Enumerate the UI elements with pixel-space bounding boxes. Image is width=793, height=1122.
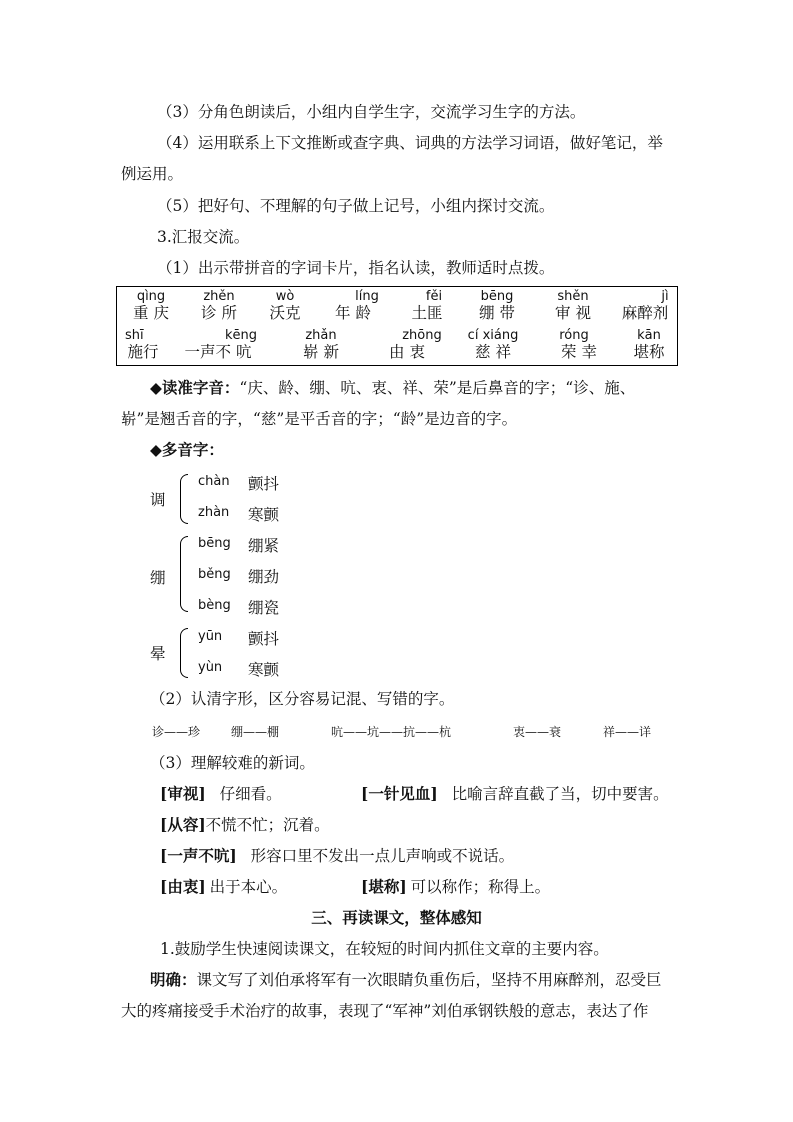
card-pinyin: qìng (136, 289, 166, 304)
card-pinyin: zhǎn (305, 328, 337, 343)
vocab-term: [一针见血] (361, 784, 438, 803)
card-cell (621, 329, 677, 361)
polyphone-pinyin: bèng (198, 598, 231, 613)
pronunciation-note-cont: 崭”是翘舌音的字，“慈”是平舌音的字；“龄”是边音的字。 (121, 410, 518, 428)
card-word: 崭 新 (303, 343, 339, 361)
vocab-entry (361, 877, 550, 897)
polyphone-word: 颤抖 (248, 630, 280, 648)
confusable-pair: 祥——详 (603, 725, 652, 739)
vocab-entry (160, 784, 282, 804)
card-cell (547, 329, 611, 361)
card-pinyin: shěn (557, 289, 589, 304)
vocab-entry (160, 815, 330, 835)
section-heading: 三、再读课文，整体感知 (311, 908, 482, 927)
card-pinyin: shī (125, 328, 144, 343)
card-word: 重 庆 (133, 304, 169, 322)
confusable-pair: 诊——珍 (152, 725, 201, 739)
vocab-term: [审视] (160, 784, 206, 803)
brace-icon (180, 474, 188, 524)
polyphone-word: 颤抖 (248, 475, 280, 493)
card-word: 麻醉剂 (621, 304, 669, 322)
brace-icon (180, 536, 188, 612)
card-pinyin: jì (661, 289, 669, 304)
card-cell (189, 290, 249, 322)
polyphone-pinyin: yūn (198, 629, 223, 644)
card-pinyin: líng (355, 289, 379, 304)
card-word: 由 衷 (389, 343, 425, 361)
vocab-definition: 比喻言辞直截了当，切中要害。 (451, 785, 669, 803)
sub-step-2-line: （2）认清字形，区分容易记混、写错的字。 (150, 690, 455, 708)
step-5-line: （5）把好句、不理解的句子做上记号，小组内探讨交流。 (157, 197, 555, 215)
vocab-entry (361, 784, 669, 804)
polyphone-char: 晕 (150, 645, 166, 663)
paragraph-1: 1.鼓励学生快速阅读课文，在较短的时间内抓住文章的主要内容。 (160, 940, 609, 958)
vocab-definition: 形容口里不发出一点儿声响或不说话。 (250, 847, 515, 865)
card-word: 施行 (127, 343, 159, 361)
card-word: 一声不 吭 (184, 343, 252, 361)
confusable-pair: 吭——坑——抗——杭 (331, 725, 452, 739)
card-pinyin: kēng (224, 328, 258, 343)
polyphone-label: ◆多音字： (150, 440, 224, 459)
polyphone-word: 绷瓷 (248, 599, 280, 617)
step-4-line-cont: 例运用。 (121, 165, 184, 183)
pronunciation-note (150, 378, 635, 398)
polyphone-pinyin: běng (198, 567, 231, 582)
card-cell (321, 290, 385, 322)
pronunciation-text: “庆、龄、绷、吭、衷、祥、荣”是后鼻音的字；“诊、施、 (239, 379, 636, 397)
card-pinyin: bēng (480, 289, 514, 304)
card-cell (455, 329, 531, 361)
card-word: 慈 祥 (475, 343, 511, 361)
report-heading: 3.汇报交流。 (157, 228, 250, 246)
polyphone-pinyin: chàn (198, 474, 230, 489)
polyphone-pinyin: bēng (198, 536, 231, 551)
vocab-term: [从容] (160, 815, 206, 834)
card-cell (541, 290, 605, 322)
confusable-pair: 衷——衰 (513, 725, 562, 739)
card-cell (259, 290, 311, 322)
card-word: 土匪 (411, 304, 443, 322)
polyphone-pinyin: yùn (198, 660, 223, 675)
confusable-pair: 绷——棚 (231, 725, 280, 739)
card-word: 绷 带 (479, 304, 515, 322)
vocab-term: [一声不吭] (160, 846, 237, 865)
clarify-label: 明确： (150, 970, 197, 989)
card-pinyin: fěi (425, 289, 443, 304)
card-cell (173, 329, 263, 361)
card-cell (121, 290, 181, 322)
polyphone-word: 寒颤 (248, 506, 280, 524)
clarify-paragraph (150, 970, 662, 990)
vocab-term: [由衷] (160, 877, 206, 896)
vocab-definition: 仔细看。 (219, 785, 282, 803)
polyphone-word: 绷劲 (248, 568, 280, 586)
word-card-table (116, 286, 678, 366)
vocab-definition: 出于本心。 (209, 878, 288, 896)
card-word: 年 龄 (335, 304, 371, 322)
card-cell (613, 290, 677, 322)
step-4-line: （4）运用联系上下文推断或查字典、词典的方法学习词语，做好笔记，举 (157, 134, 663, 152)
card-pinyin: róng (559, 328, 589, 343)
card-word: 荣 幸 (561, 343, 597, 361)
card-pinyin: kān (637, 328, 661, 343)
card-pinyin: cí xiáng (467, 328, 519, 343)
card-word: 诊 所 (201, 304, 237, 322)
step-3-line: （3）分角色朗读后，小组内自学生字，交流学习生字的方法。 (157, 103, 586, 121)
polyphone-word: 绷紧 (248, 537, 280, 555)
card-cell (467, 290, 527, 322)
card-pinyin: zhōng (402, 328, 442, 343)
card-cell (121, 329, 165, 361)
sub-step-3-line: （3）理解较难的新词。 (150, 754, 315, 772)
brace-icon (180, 628, 188, 678)
card-word: 审 视 (555, 304, 591, 322)
vocab-entry (160, 846, 514, 866)
card-word: 堪称 (633, 343, 665, 361)
vocab-term: [堪称] (361, 877, 407, 896)
card-cell (397, 290, 457, 322)
clarify-paragraph-cont: 大的疼痛接受手术治疗的故事，表现了“军神”刘伯承钢铁般的意志，表达了作 (121, 1002, 649, 1020)
polyphone-char: 调 (150, 491, 166, 509)
vocab-definition: 不慌不忙；沉着。 (205, 816, 330, 834)
vocab-definition: 可以称作；称得上。 (410, 878, 551, 896)
card-cell (367, 329, 447, 361)
card-pinyin: wò (275, 289, 295, 304)
polyphone-char: 绷 (150, 569, 166, 587)
polyphone-word: 寒颤 (248, 661, 280, 679)
sub-step-1-line: （1）出示带拼音的字词卡片，指名认读，教师适时点拨。 (157, 259, 555, 277)
vocab-entry (160, 877, 287, 897)
clarify-text: 课文写了刘伯承将军有一次眼睛负重伤后，坚持不用麻醉剂，忍受巨 (196, 971, 662, 989)
card-pinyin: zhěn (203, 289, 235, 304)
card-word: 沃克 (269, 304, 301, 322)
pronunciation-label: ◆读准字音： (150, 378, 240, 397)
card-cell (291, 329, 351, 361)
polyphone-pinyin: zhàn (198, 505, 230, 520)
